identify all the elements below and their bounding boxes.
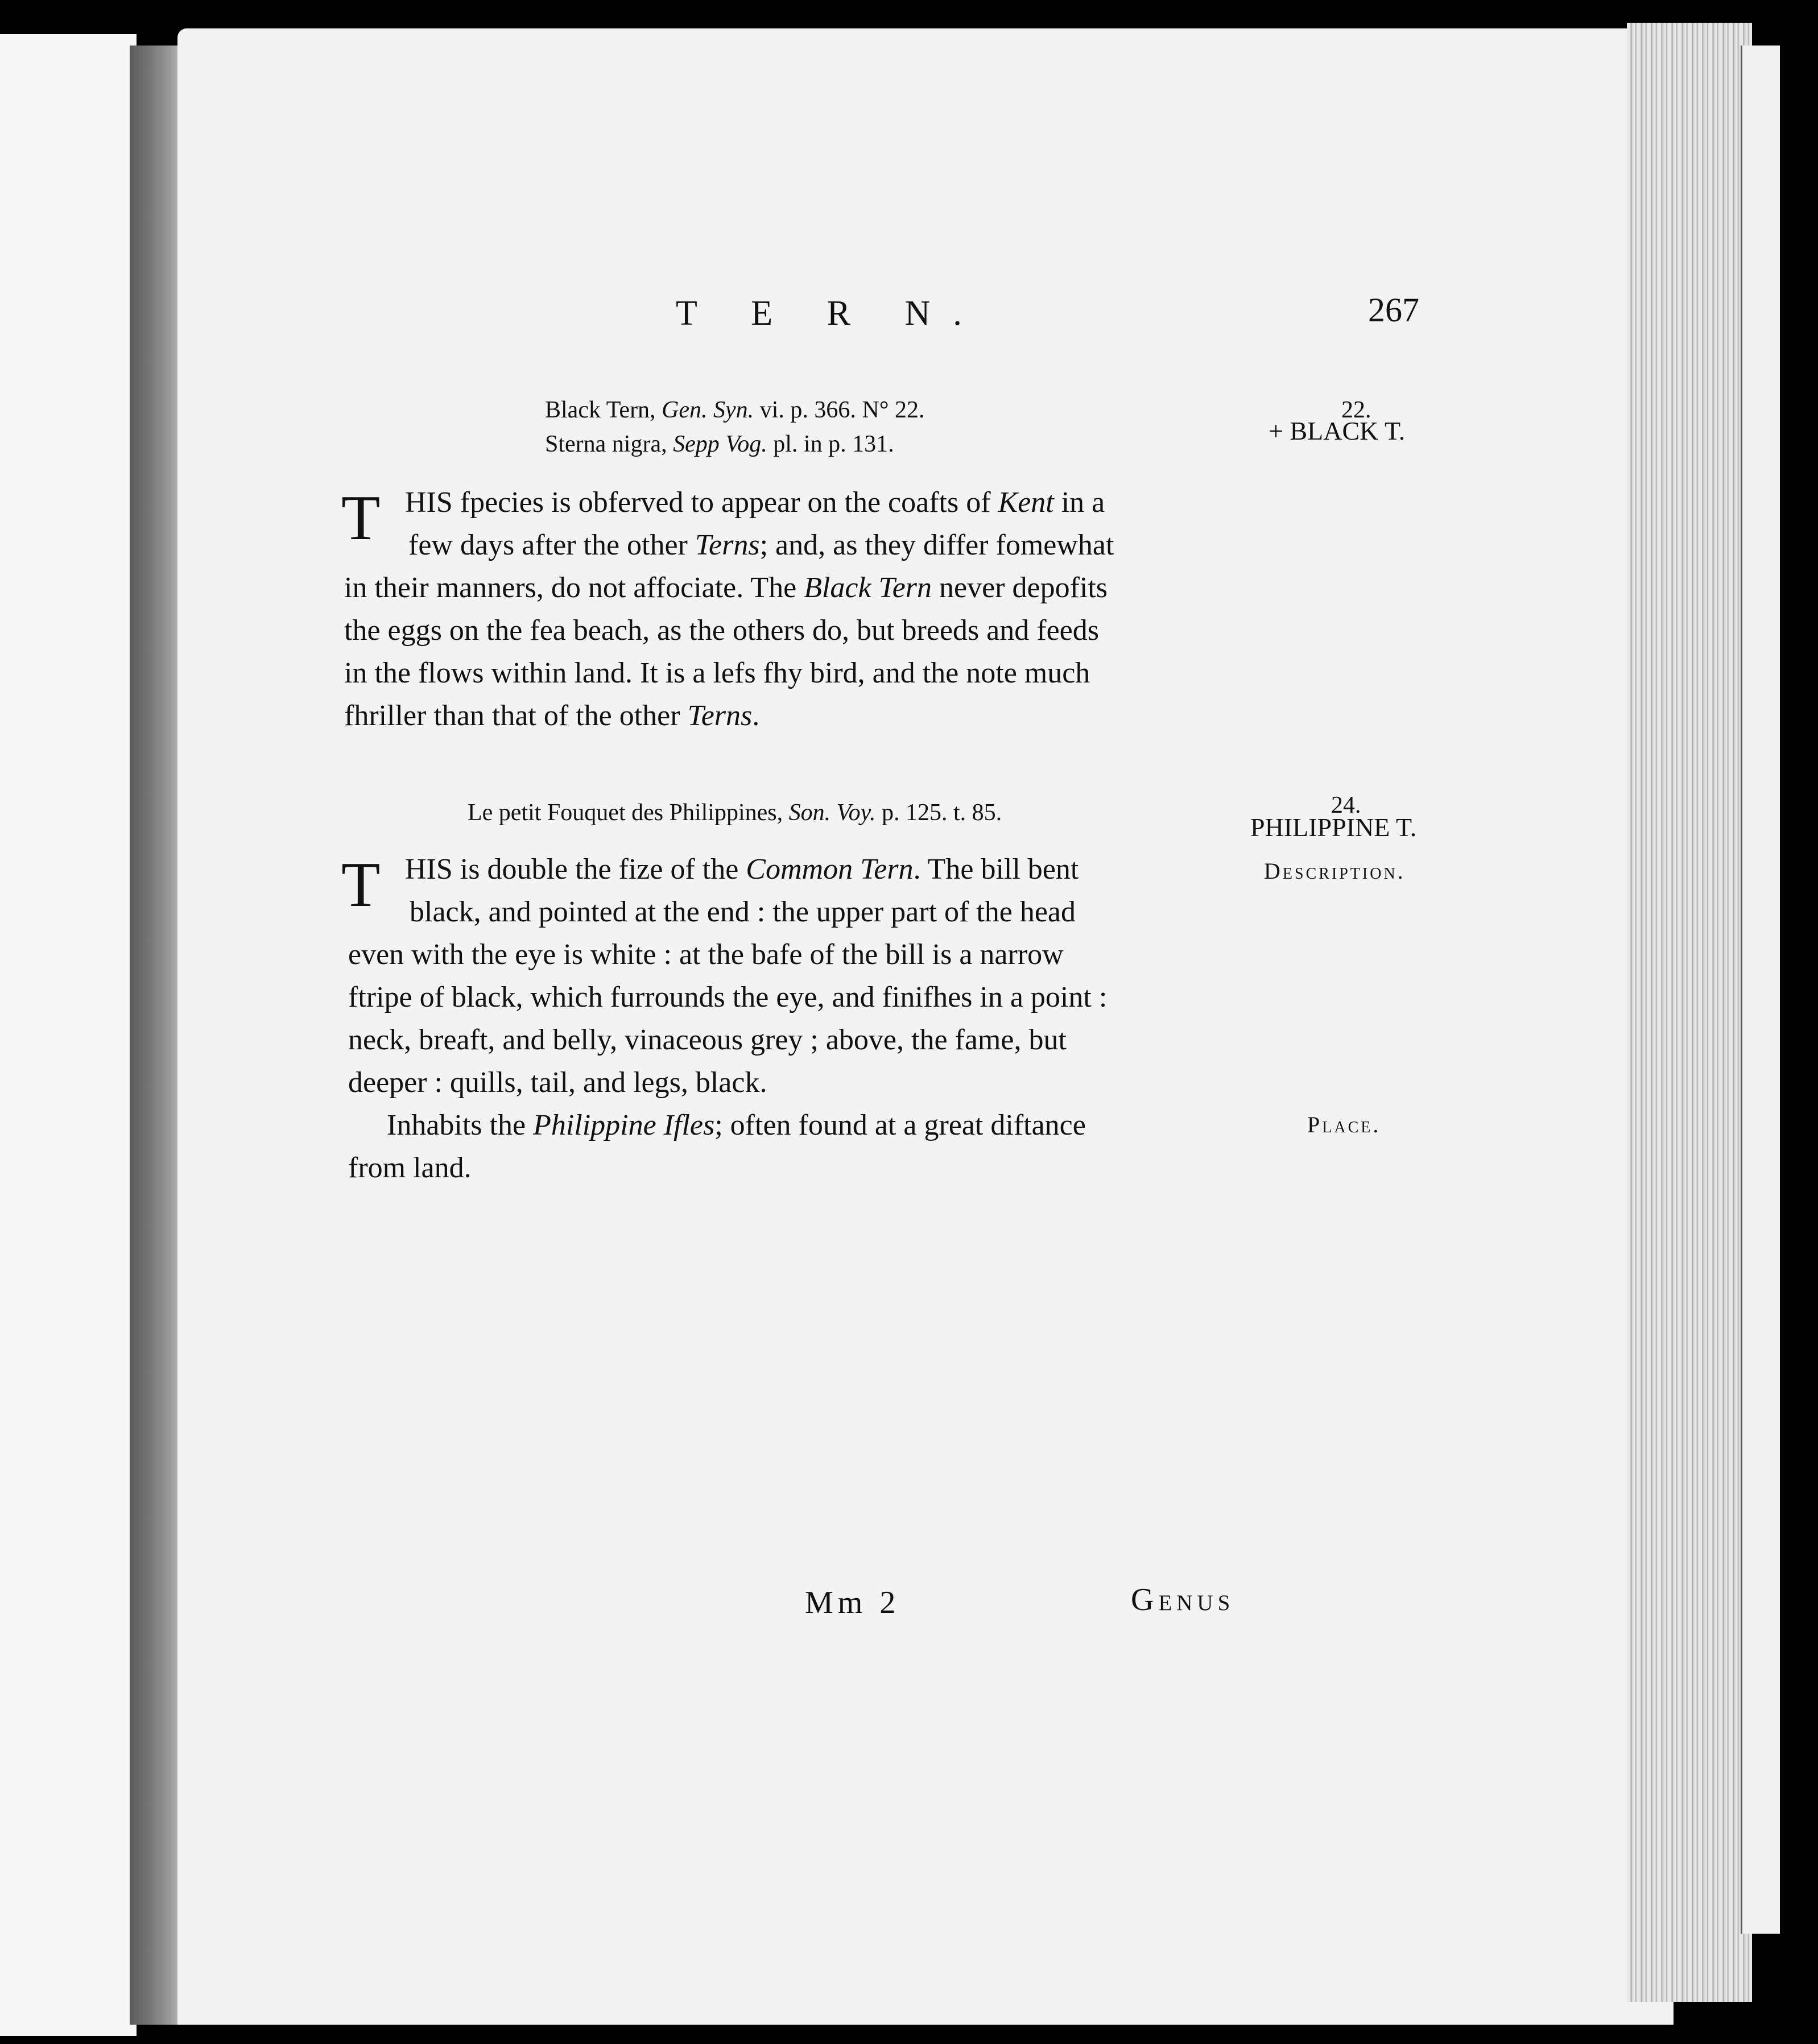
signature-mark: Mm 2 [805,1585,900,1620]
paragraph-line: in the flows within land. It is a lefs fhy bird, and the note much [344,657,1090,689]
drop-cap: T [341,483,381,553]
paragraph-line: black, and pointed at the end : the upper part of the head [410,896,1076,928]
paragraph-line: HIS fpecies is obferved to appear on the coafts of Kent in a [405,486,1105,519]
paragraph-line: ftripe of black, which furrounds the eye, and finifhes in a point : [348,981,1108,1013]
paragraph-line: deeper : quills, tail, and legs, black. [348,1066,767,1099]
left-page-edge [0,34,137,2036]
paragraph-line: HIS is double the fize of the Common Tern. The bill bent [405,853,1079,886]
page-edges [1627,23,1752,2002]
paragraph-line: Inhabits the Philippine Ifles; often found at a great diftance [387,1109,1086,1141]
paragraph-line: in their manners, do not affociate. The Black Tern never depofits [344,572,1108,604]
margin-description-label: Description. [1264,858,1406,884]
margin-species-name: + BLACK T. [1269,416,1406,445]
page-edge-right [1741,45,1780,1934]
margin-place-label: Place. [1307,1112,1381,1137]
running-head: T E R N. [676,294,985,333]
synonym-line: Le petit Fouquet des Philippines, Son. Voy. p. 125. t. 85. [468,800,1002,826]
paragraph-line: even with the eye is white : at the bafe of the bill is a narrow [348,938,1064,971]
paragraph-line: fhriller than that of the other Terns. [344,700,760,732]
page-number: 267 [1368,291,1419,329]
paragraph-line: the eggs on the fea beach, as the others do, but breeds and feeds [344,614,1099,647]
margin-species-number: 22. [1341,397,1371,423]
paragraph-line: few days after the other Terns; and, as they differ fomewhat [408,529,1114,561]
paragraph-line: from land. [348,1152,472,1184]
drop-cap: T [341,850,381,920]
synonym-line: Sterna nigra, Sepp Vog. pl. in p. 131. [545,431,894,457]
margin-species-name: PHILIPPINE T. [1250,813,1417,842]
catchword: Genus [1131,1582,1235,1617]
margin-species-number: 24. [1331,792,1361,818]
synonym-line: Black Tern, Gen. Syn. vi. p. 366. N° 22. [545,397,925,423]
paragraph-line: neck, breaft, and belly, vinaceous grey ; above, the fame, but [348,1024,1067,1056]
book-gutter [130,45,181,2025]
